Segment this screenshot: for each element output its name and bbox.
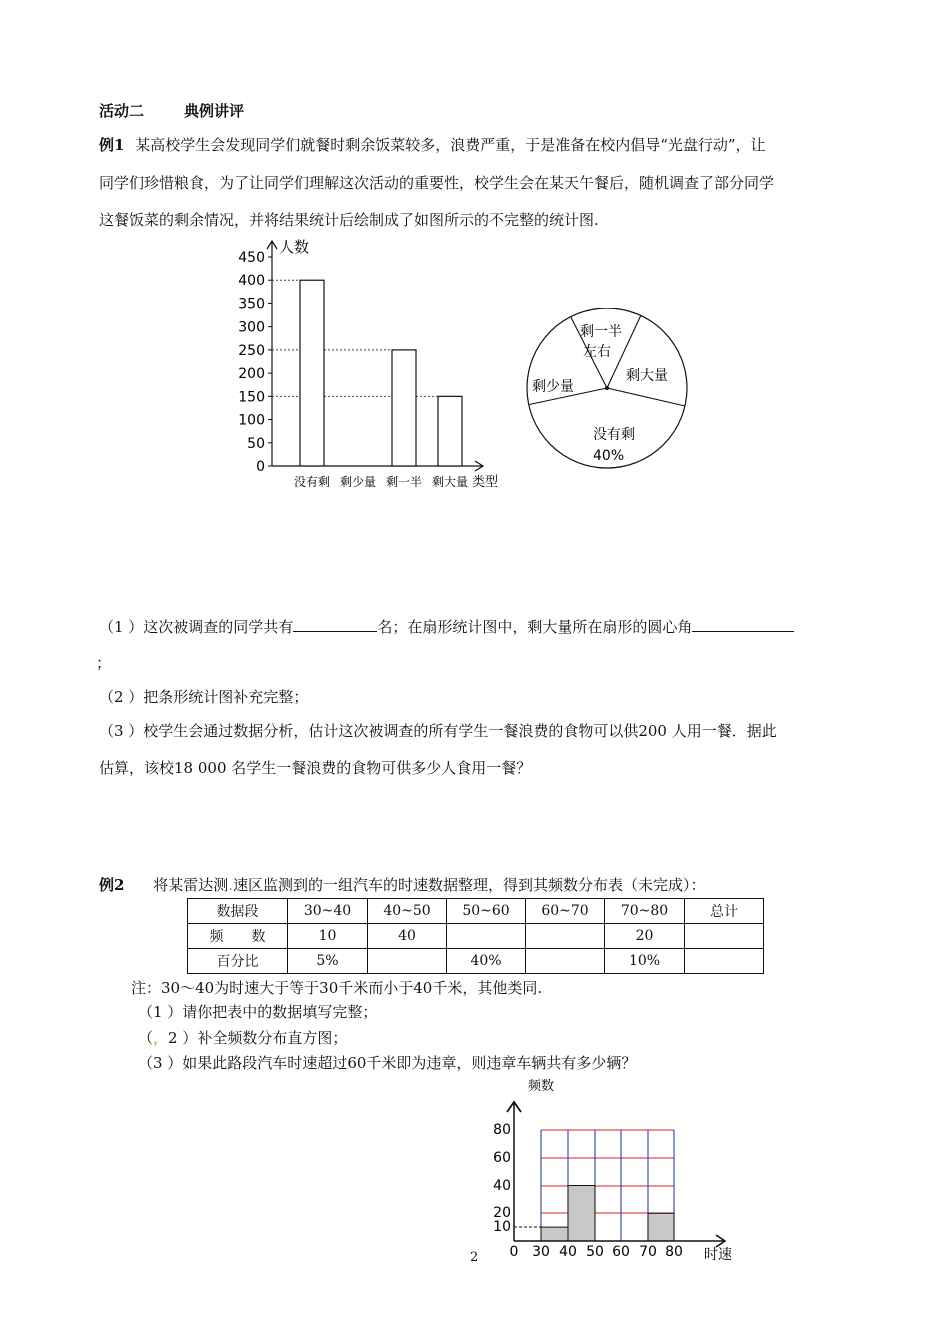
- table-cell: 40%: [447, 949, 526, 974]
- ex1-line-1: [99, 135, 766, 155]
- bar1-tick-label: 350: [238, 296, 265, 313]
- hist-y-ticks: [493, 1122, 511, 1235]
- hist-bar: [568, 1186, 595, 1242]
- pie-label-little: 剩少量: [532, 379, 574, 395]
- hist-x-tick-label: 40: [559, 1244, 577, 1260]
- ex1-q1: [99, 615, 794, 637]
- ex2-q2-text: 2 ）补全频数分布直方图；: [168, 1029, 348, 1047]
- table-header-cell: 50~60: [447, 899, 526, 924]
- pie-label-large: 剩大量: [626, 368, 668, 384]
- bar1-tick-label: 150: [238, 389, 265, 406]
- bar1-bar: [438, 396, 462, 466]
- table-header-cell: 总计: [685, 899, 764, 924]
- table-cell: 10%: [605, 949, 685, 974]
- ex1-q3-line-2: 估算，该校18 000 名学生一餐浪费的食物可供多少人食用一餐？: [99, 759, 532, 777]
- table-cell: 20: [605, 924, 685, 949]
- bar1-ylabel: 人数: [279, 238, 310, 256]
- bar1-tick-label: 100: [238, 412, 265, 429]
- table-cell: 5%: [288, 949, 368, 974]
- table-header-cell: 数据段: [188, 899, 288, 924]
- table-cell: 百分比: [188, 949, 288, 974]
- ex1-q1-part-b: 名；在扇形统计图中，剩大量所在扇形的圆心角: [377, 618, 693, 636]
- bar1-ticks: [238, 250, 272, 475]
- ex2-note: 注：30～40为时速大于等于30千米而小于40千米，其他类同.: [131, 979, 543, 997]
- table-cell[interactable]: [685, 949, 764, 974]
- ex2-intro-mark: .: [228, 876, 234, 894]
- ex1-q2: （2 ）把条形统计图补充完整；: [99, 688, 309, 706]
- ex2-q2-open: （: [138, 1029, 154, 1047]
- hist-axes: [507, 1102, 725, 1247]
- hist-ylabel: 频数: [528, 1079, 555, 1094]
- ex2-label: 例2: [99, 876, 125, 894]
- hist-y-tick-label: 10: [493, 1219, 511, 1235]
- ex1-q1-part-a: （1 ）这次被调查的同学共有: [99, 618, 294, 636]
- bar1-category-label: 没有剩: [293, 475, 331, 489]
- pie-label-half-1: 剩一半: [580, 324, 622, 340]
- table-cell[interactable]: [685, 924, 764, 949]
- bar1-tick-label: 400: [238, 273, 265, 290]
- ex2-intro-rest: 速区监测到的一组汽车的时速数据整理，得到其频数分布表（未完成）：: [233, 876, 706, 894]
- table-header-cell: 60~70: [526, 899, 605, 924]
- pie-center: [605, 386, 609, 390]
- table-row: [188, 924, 764, 949]
- section-subtitle: 典例讲评: [184, 102, 245, 120]
- ex1-label: 例1: [99, 136, 125, 154]
- bar1-categories: [294, 474, 468, 489]
- bar1-tick-label: 50: [247, 435, 265, 452]
- bar1-tick-label: 300: [238, 319, 265, 336]
- hist-y-tick-label: 60: [493, 1150, 511, 1166]
- hist-x-tick-label: 70: [639, 1244, 657, 1260]
- ex1-text-1: 某高校学生会发现同学们就餐时剩余饭菜较多，浪费严重，于是准备在校内倡导“光盘行动”，让: [135, 136, 766, 154]
- ex1-line-2: 同学们珍惜粮食，为了让同学们理解这次活动的重要性，校学生会在某天午餐后，随机调查了部分同学: [99, 174, 775, 192]
- ex2-intro: [99, 875, 706, 895]
- hist-x-tick-label: 30: [532, 1244, 550, 1260]
- hist-y-tick-label: 20: [493, 1205, 511, 1221]
- hist-x-ticks: [510, 1244, 683, 1260]
- pie-label-none: 没有剩: [593, 427, 635, 443]
- bar1-tick-label: 0: [256, 459, 265, 475]
- ex1-q1-end: ；: [96, 654, 112, 672]
- pie-label-none-pct: 40%: [593, 448, 625, 464]
- hist-xlabel: 时速: [704, 1247, 732, 1263]
- table-cell[interactable]: [368, 949, 447, 974]
- pie-label-half-2: 左右: [583, 344, 611, 360]
- bar1-bar: [392, 350, 416, 466]
- hist-x-tick-label: 60: [612, 1244, 630, 1260]
- ex2-q2: [138, 1028, 347, 1048]
- page-number: 2: [470, 1250, 479, 1265]
- bar1-category-label: 剩一半: [385, 475, 423, 489]
- ex2-intro-text: 将某雷达测: [153, 876, 229, 894]
- ex1-q1-blank-1[interactable]: [293, 615, 377, 632]
- bar1-category-label: 剩少量: [339, 475, 377, 489]
- pie-divider-line: [607, 388, 685, 406]
- ex1-q1-blank-2[interactable]: [692, 615, 794, 632]
- table-header-row: [188, 899, 764, 924]
- table-cell: 40: [368, 924, 447, 949]
- bar1-tick-label: 250: [238, 342, 265, 359]
- bar1-tick-label: 450: [238, 250, 265, 266]
- ex1-pie-chart: [520, 308, 700, 478]
- hist-x-tick-label: 80: [665, 1244, 683, 1260]
- hist-y-tick-label: 40: [493, 1178, 511, 1194]
- table-header-cell: 30~40: [288, 899, 368, 924]
- ex2-q3: （3 ）如果此路段汽车时速超过60千米即为违章，则违章车辆共有多少辆？: [138, 1054, 637, 1072]
- ex1-line-3: 这餐饭菜的剩余情况，并将结果统计后绘制成了如图所示的不完整的统计图.: [99, 211, 599, 229]
- ex2-histogram: [488, 1072, 750, 1268]
- hist-x-tick-label: 0: [509, 1244, 519, 1260]
- bar1-bar: [300, 280, 324, 466]
- frequency-table: [187, 898, 764, 974]
- hist-bar: [541, 1227, 568, 1241]
- table-cell[interactable]: [447, 924, 526, 949]
- ex2-q1: （1 ）请你把表中的数据填写完整；: [138, 1003, 378, 1021]
- table-cell[interactable]: [526, 949, 605, 974]
- table-header-cell: 40~50: [368, 899, 447, 924]
- bar1-xlabel: 类型: [472, 475, 499, 490]
- section-title: 活动二: [99, 102, 145, 120]
- table-header-cell: 70~80: [605, 899, 685, 924]
- table-cell: 10: [288, 924, 368, 949]
- table-cell: 频 数: [188, 924, 288, 949]
- ex2-q2-mark: ，: [153, 1029, 169, 1047]
- bar1-bars: [300, 280, 462, 466]
- table-row: [188, 949, 764, 974]
- hist-x-tick-label: 50: [586, 1244, 604, 1260]
- hist-bar: [648, 1213, 674, 1241]
- bar1-category-label: 剩大量: [431, 475, 469, 489]
- bar1-tick-label: 200: [238, 366, 265, 383]
- ex1-q3-line-1: （3 ）校学生会通过数据分析，估计这次被调查的所有学生一餐浪费的食物可以供200 人用一餐．据此: [99, 722, 777, 740]
- ex1-bar-chart: [228, 236, 508, 494]
- hist-y-tick-label: 80: [493, 1122, 511, 1138]
- table-cell[interactable]: [526, 924, 605, 949]
